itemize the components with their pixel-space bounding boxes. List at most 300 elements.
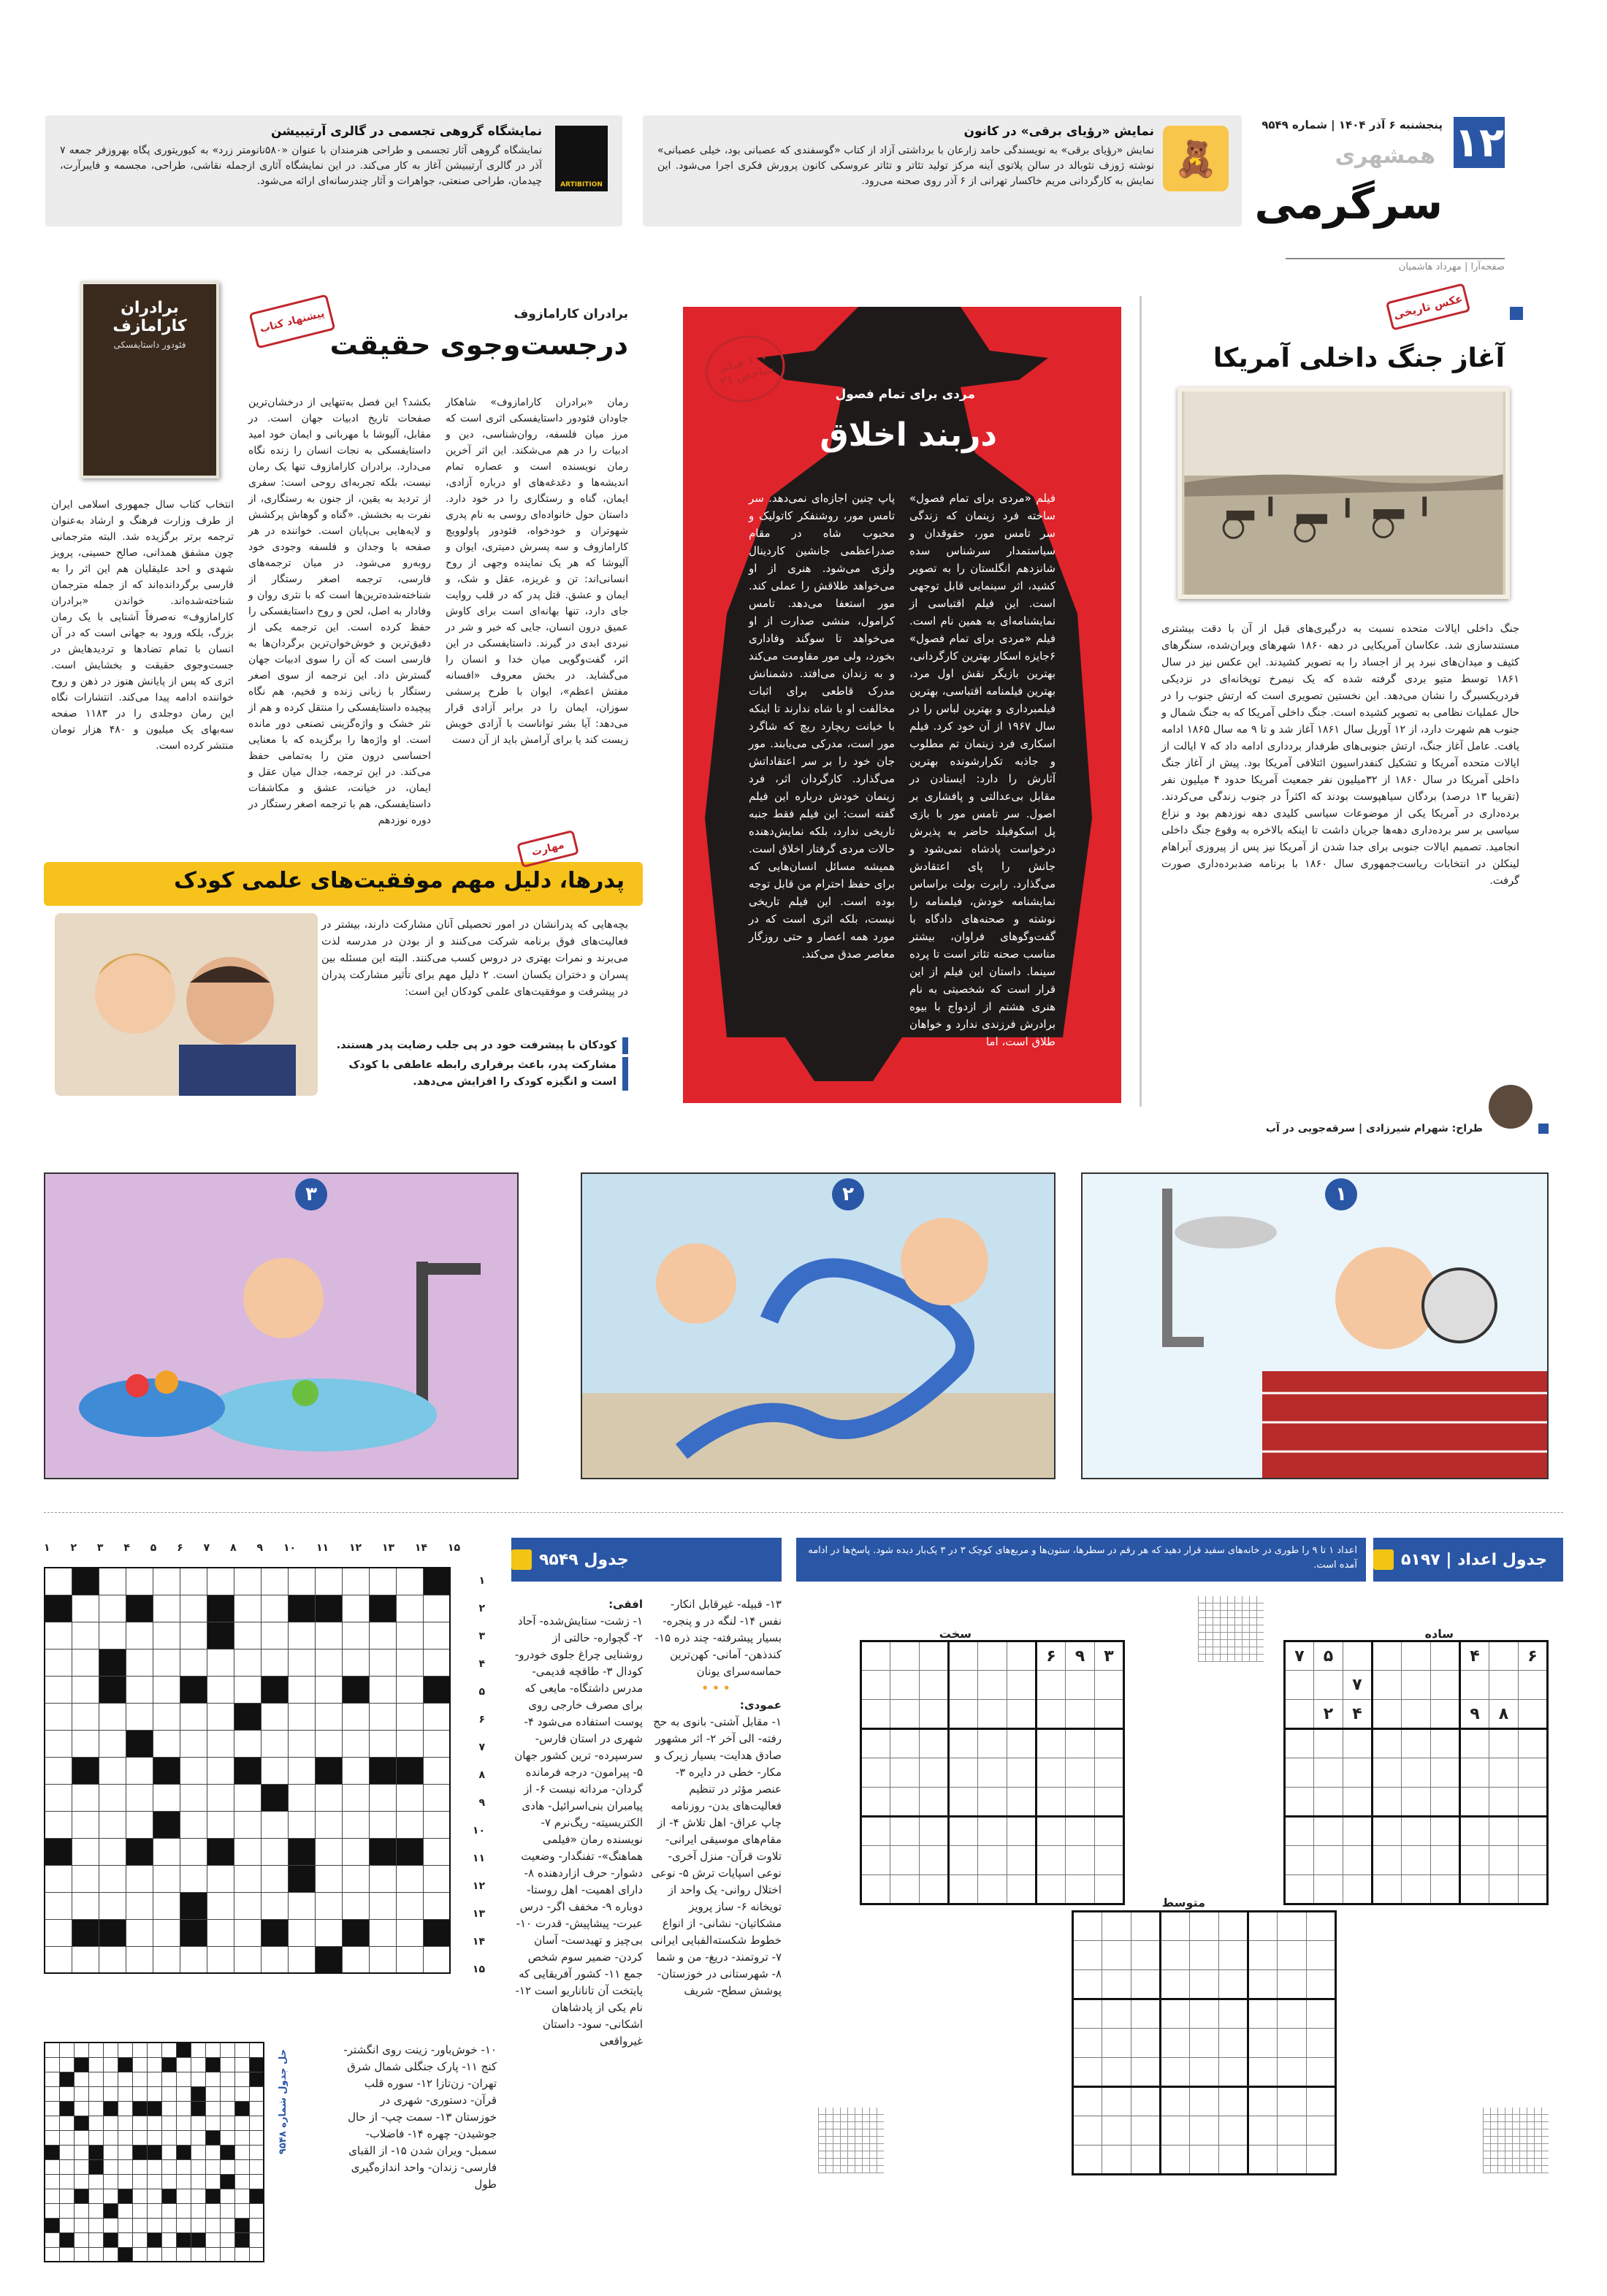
sudoku-cell[interactable] xyxy=(1307,2087,1336,2116)
sudoku-cell[interactable] xyxy=(1307,2058,1336,2087)
crossword-cell[interactable] xyxy=(132,2057,147,2072)
sudoku-cell[interactable] xyxy=(1285,1700,1314,1729)
crossword-cell[interactable] xyxy=(118,2101,132,2116)
sudoku-cell[interactable] xyxy=(920,1875,949,1904)
crossword-cell[interactable] xyxy=(74,2159,88,2174)
crossword-cell[interactable] xyxy=(396,1730,423,1757)
sudoku-cell[interactable] xyxy=(1066,1875,1095,1904)
crossword-cell[interactable] xyxy=(234,1622,261,1649)
crossword-cell[interactable] xyxy=(249,2130,264,2145)
crossword-cell[interactable] xyxy=(191,2159,205,2174)
sudoku-cell[interactable] xyxy=(978,1817,1007,1846)
sudoku-cell[interactable] xyxy=(1307,1912,1336,1941)
sudoku-cell[interactable] xyxy=(1219,2116,1248,2146)
crossword-cell[interactable] xyxy=(234,2057,249,2072)
crossword-cell[interactable] xyxy=(147,2247,161,2262)
crossword-cell[interactable] xyxy=(103,2116,118,2130)
crossword-cell[interactable] xyxy=(132,2174,147,2189)
sudoku-cell[interactable] xyxy=(861,1875,890,1904)
crossword-cell[interactable] xyxy=(176,2130,191,2145)
sudoku-cell[interactable] xyxy=(1519,1729,1548,1758)
crossword-cell[interactable] xyxy=(288,1784,315,1811)
crossword-cell[interactable] xyxy=(176,2101,191,2116)
sudoku-cell[interactable] xyxy=(861,1788,890,1817)
sudoku-cell[interactable] xyxy=(1073,1941,1102,1970)
sudoku-cell[interactable] xyxy=(1219,2058,1248,2087)
sudoku-cell[interactable]: ۷ xyxy=(1285,1641,1314,1671)
crossword-cell[interactable] xyxy=(45,2189,59,2203)
crossword-cell[interactable] xyxy=(315,1838,342,1865)
sudoku-cell[interactable] xyxy=(978,1729,1007,1758)
crossword-cell[interactable] xyxy=(249,2203,264,2218)
crossword-cell[interactable] xyxy=(59,2043,74,2057)
crossword-cell[interactable] xyxy=(45,1622,72,1649)
sudoku-cell[interactable] xyxy=(1285,1846,1314,1875)
crossword-cell[interactable] xyxy=(45,1568,72,1595)
crossword-cell[interactable] xyxy=(205,2086,220,2101)
crossword-cell[interactable] xyxy=(234,2174,249,2189)
crossword-cell[interactable] xyxy=(88,2086,103,2101)
sudoku-cell[interactable] xyxy=(949,1729,978,1758)
crossword-cell[interactable] xyxy=(207,1730,234,1757)
crossword-cell[interactable] xyxy=(288,1757,315,1784)
sudoku-cell[interactable] xyxy=(1314,1671,1343,1700)
crossword-cell[interactable] xyxy=(342,1838,369,1865)
crossword-cell[interactable] xyxy=(180,1595,207,1622)
crossword-cell[interactable] xyxy=(176,2072,191,2086)
crossword-cell[interactable] xyxy=(74,2232,88,2247)
crossword-cell[interactable] xyxy=(234,1568,261,1595)
sudoku-cell[interactable] xyxy=(1402,1846,1431,1875)
sudoku-cell[interactable] xyxy=(1489,1788,1519,1817)
sudoku-cell[interactable] xyxy=(1095,1729,1124,1758)
sudoku-cell[interactable] xyxy=(1161,2146,1190,2175)
crossword-cell[interactable] xyxy=(234,2189,249,2203)
sudoku-cell[interactable] xyxy=(1431,1875,1460,1904)
sudoku-cell[interactable] xyxy=(1489,1817,1519,1846)
crossword-cell[interactable] xyxy=(423,1649,450,1676)
crossword-cell[interactable] xyxy=(88,2057,103,2072)
sudoku-cell[interactable] xyxy=(1131,2058,1161,2087)
crossword-cell[interactable] xyxy=(249,2218,264,2232)
crossword-cell[interactable] xyxy=(207,1784,234,1811)
crossword-cell[interactable] xyxy=(220,2159,234,2174)
crossword-cell[interactable] xyxy=(205,2232,220,2247)
crossword-cell[interactable] xyxy=(288,1811,315,1838)
crossword-cell[interactable] xyxy=(72,1946,99,1973)
sudoku-cell[interactable] xyxy=(1007,1700,1037,1729)
crossword-cell[interactable] xyxy=(74,2130,88,2145)
crossword-cell[interactable] xyxy=(423,1811,450,1838)
sudoku-cell[interactable] xyxy=(1007,1817,1037,1846)
crossword-cell[interactable] xyxy=(207,1649,234,1676)
crossword-cell[interactable] xyxy=(315,1784,342,1811)
crossword-cell[interactable] xyxy=(118,2130,132,2145)
crossword-cell[interactable] xyxy=(191,2130,205,2145)
crossword-cell[interactable] xyxy=(205,2159,220,2174)
sudoku-cell[interactable] xyxy=(1219,1999,1248,2029)
crossword-cell[interactable] xyxy=(220,2232,234,2247)
sudoku-cell[interactable] xyxy=(1307,2116,1336,2146)
sudoku-cell[interactable] xyxy=(1007,1788,1037,1817)
crossword-cell[interactable] xyxy=(126,1919,153,1946)
sudoku-cell[interactable] xyxy=(1402,1788,1431,1817)
sudoku-cell[interactable] xyxy=(1460,1817,1489,1846)
crossword-cell[interactable] xyxy=(342,1568,369,1595)
sudoku-cell[interactable] xyxy=(1161,1941,1190,1970)
crossword-cell[interactable] xyxy=(118,2072,132,2086)
sudoku-cell[interactable] xyxy=(920,1846,949,1875)
crossword-cell[interactable] xyxy=(161,2043,176,2057)
crossword-cell[interactable] xyxy=(369,1676,396,1703)
crossword-cell[interactable] xyxy=(234,2072,249,2086)
sudoku-cell[interactable] xyxy=(1519,1788,1548,1817)
sudoku-cell[interactable] xyxy=(1095,1700,1124,1729)
crossword-cell[interactable] xyxy=(88,2218,103,2232)
sudoku-cell[interactable] xyxy=(1248,1941,1278,1970)
crossword-cell[interactable] xyxy=(153,1703,180,1730)
sudoku-cell[interactable] xyxy=(1460,1846,1489,1875)
sudoku-cell[interactable] xyxy=(1219,1912,1248,1941)
crossword-cell[interactable] xyxy=(126,1946,153,1973)
crossword-cell[interactable] xyxy=(103,2247,118,2262)
crossword-cell[interactable] xyxy=(396,1649,423,1676)
crossword-cell[interactable] xyxy=(423,1865,450,1892)
crossword-cell[interactable] xyxy=(180,1757,207,1784)
sudoku-cell[interactable] xyxy=(1131,2116,1161,2146)
crossword-cell[interactable] xyxy=(153,1784,180,1811)
crossword-cell[interactable] xyxy=(99,1946,126,1973)
sudoku-cell[interactable] xyxy=(1278,2146,1307,2175)
sudoku-cell[interactable] xyxy=(1219,2087,1248,2116)
sudoku-cell[interactable] xyxy=(1278,1941,1307,1970)
crossword-cell[interactable] xyxy=(45,2101,59,2116)
crossword-cell[interactable] xyxy=(234,2145,249,2159)
sudoku-cell[interactable] xyxy=(1102,2058,1131,2087)
sudoku-cell[interactable] xyxy=(949,1817,978,1846)
crossword-cell[interactable] xyxy=(288,1676,315,1703)
sudoku-cell[interactable] xyxy=(1373,1671,1402,1700)
crossword-cell[interactable] xyxy=(59,2159,74,2174)
crossword-cell[interactable] xyxy=(72,1784,99,1811)
sudoku-cell[interactable] xyxy=(1431,1700,1460,1729)
sudoku-cell[interactable] xyxy=(1278,2116,1307,2146)
crossword-cell[interactable] xyxy=(161,2145,176,2159)
sudoku-cell[interactable] xyxy=(1219,2146,1248,2175)
sudoku-cell[interactable] xyxy=(1373,1729,1402,1758)
sudoku-cell[interactable] xyxy=(949,1758,978,1788)
crossword-cell[interactable] xyxy=(132,2043,147,2057)
crossword-cell[interactable] xyxy=(147,2072,161,2086)
sudoku-cell[interactable]: ۶ xyxy=(1519,1641,1548,1671)
crossword-cell[interactable] xyxy=(118,2043,132,2057)
sudoku-cell[interactable] xyxy=(1278,2029,1307,2058)
crossword-cell[interactable] xyxy=(161,2130,176,2145)
sudoku-cell[interactable]: ۶ xyxy=(1037,1641,1066,1671)
sudoku-cell[interactable] xyxy=(1007,1671,1037,1700)
sudoku-cell[interactable] xyxy=(1460,1729,1489,1758)
sudoku-cell[interactable] xyxy=(949,1700,978,1729)
sudoku-cell[interactable] xyxy=(949,1875,978,1904)
sudoku-cell[interactable] xyxy=(1519,1700,1548,1729)
crossword-cell[interactable] xyxy=(261,1622,288,1649)
crossword-cell[interactable] xyxy=(180,1568,207,1595)
sudoku-cell[interactable] xyxy=(1431,1758,1460,1788)
crossword-cell[interactable] xyxy=(315,1622,342,1649)
crossword-cell[interactable] xyxy=(103,2086,118,2101)
crossword-cell[interactable] xyxy=(261,1946,288,1973)
crossword-cell[interactable] xyxy=(342,1730,369,1757)
crossword-cell[interactable] xyxy=(103,2189,118,2203)
sudoku-cell[interactable] xyxy=(1278,2058,1307,2087)
crossword-cell[interactable] xyxy=(234,2203,249,2218)
crossword-cell[interactable] xyxy=(423,1946,450,1973)
crossword-cell[interactable] xyxy=(161,2247,176,2262)
crossword-cell[interactable] xyxy=(342,1595,369,1622)
crossword-cell[interactable] xyxy=(288,1622,315,1649)
crossword-cell[interactable] xyxy=(220,2072,234,2086)
crossword-cell[interactable] xyxy=(220,2057,234,2072)
crossword-cell[interactable] xyxy=(234,1892,261,1919)
crossword-cell[interactable] xyxy=(59,2247,74,2262)
crossword-cell[interactable] xyxy=(126,1865,153,1892)
sudoku-cell[interactable] xyxy=(1219,1970,1248,1999)
crossword-cell[interactable] xyxy=(72,1892,99,1919)
crossword-cell[interactable] xyxy=(180,1703,207,1730)
crossword-cell[interactable] xyxy=(153,1649,180,1676)
sudoku-cell[interactable] xyxy=(1131,1970,1161,1999)
sudoku-cell[interactable] xyxy=(1102,2029,1131,2058)
crossword-cell[interactable] xyxy=(74,2145,88,2159)
crossword-cell[interactable] xyxy=(342,1757,369,1784)
crossword-cell[interactable] xyxy=(118,2145,132,2159)
crossword-cell[interactable] xyxy=(191,2189,205,2203)
crossword-cell[interactable] xyxy=(234,2247,249,2262)
crossword-cell[interactable] xyxy=(261,1811,288,1838)
sudoku-cell[interactable] xyxy=(1431,1641,1460,1671)
sudoku-cell[interactable] xyxy=(1007,1846,1037,1875)
sudoku-cell[interactable] xyxy=(949,1641,978,1671)
crossword-cell[interactable] xyxy=(249,2174,264,2189)
crossword-cell[interactable] xyxy=(147,2174,161,2189)
sudoku-cell[interactable] xyxy=(1095,1671,1124,1700)
sudoku-cell[interactable] xyxy=(1007,1875,1037,1904)
crossword-cell[interactable] xyxy=(161,2116,176,2130)
crossword-cell[interactable] xyxy=(99,1568,126,1595)
crossword-cell[interactable] xyxy=(147,2057,161,2072)
crossword-cell[interactable] xyxy=(126,1568,153,1595)
crossword-cell[interactable] xyxy=(153,1865,180,1892)
crossword-cell[interactable] xyxy=(369,1703,396,1730)
crossword-cell[interactable] xyxy=(234,2086,249,2101)
crossword-cell[interactable] xyxy=(249,2145,264,2159)
sudoku-cell[interactable] xyxy=(1460,1875,1489,1904)
crossword-cell[interactable] xyxy=(207,1919,234,1946)
crossword-cell[interactable] xyxy=(132,2218,147,2232)
crossword-cell[interactable] xyxy=(99,1595,126,1622)
sudoku-cell[interactable] xyxy=(1066,1671,1095,1700)
crossword-cell[interactable] xyxy=(45,2247,59,2262)
crossword-cell[interactable] xyxy=(132,2203,147,2218)
crossword-cell[interactable] xyxy=(342,1622,369,1649)
crossword-cell[interactable] xyxy=(220,2189,234,2203)
sudoku-cell[interactable] xyxy=(861,1729,890,1758)
sudoku-cell[interactable] xyxy=(890,1758,920,1788)
sudoku-cell[interactable] xyxy=(1307,1941,1336,1970)
sudoku-cell[interactable] xyxy=(1190,2146,1219,2175)
crossword-cell[interactable] xyxy=(180,1946,207,1973)
sudoku-cell[interactable] xyxy=(1037,1846,1066,1875)
sudoku-cell[interactable] xyxy=(1248,2087,1278,2116)
crossword-cell[interactable] xyxy=(176,2174,191,2189)
crossword-cell[interactable] xyxy=(103,2072,118,2086)
sudoku-cell[interactable] xyxy=(978,1671,1007,1700)
crossword-cell[interactable] xyxy=(191,2116,205,2130)
sudoku-cell[interactable] xyxy=(890,1700,920,1729)
sudoku-cell[interactable] xyxy=(1373,1875,1402,1904)
sudoku-cell[interactable] xyxy=(1285,1788,1314,1817)
sudoku-cell[interactable] xyxy=(1460,1671,1489,1700)
sudoku-cell[interactable] xyxy=(1307,2146,1336,2175)
sudoku-cell[interactable] xyxy=(1489,1846,1519,1875)
sudoku-cell[interactable] xyxy=(1037,1729,1066,1758)
crossword-cell[interactable] xyxy=(191,2247,205,2262)
crossword-cell[interactable] xyxy=(180,1865,207,1892)
crossword-cell[interactable] xyxy=(99,1811,126,1838)
sudoku-cell[interactable] xyxy=(978,1700,1007,1729)
crossword-cell[interactable] xyxy=(132,2159,147,2174)
sudoku-cell[interactable] xyxy=(920,1671,949,1700)
sudoku-cell[interactable] xyxy=(1248,2029,1278,2058)
sudoku-cell[interactable] xyxy=(1102,1941,1131,1970)
sudoku-cell[interactable] xyxy=(1343,1788,1373,1817)
sudoku-cell[interactable] xyxy=(1402,1875,1431,1904)
crossword-cell[interactable] xyxy=(234,1811,261,1838)
sudoku-cell[interactable] xyxy=(1190,1912,1219,1941)
crossword-cell[interactable] xyxy=(342,1784,369,1811)
crossword-cell[interactable] xyxy=(88,2101,103,2116)
crossword-cell[interactable] xyxy=(72,1811,99,1838)
crossword-cell[interactable] xyxy=(249,2043,264,2057)
crossword-cell[interactable] xyxy=(147,2203,161,2218)
crossword-cell[interactable] xyxy=(288,1946,315,1973)
crossword-cell[interactable] xyxy=(205,2247,220,2262)
sudoku-cell[interactable] xyxy=(1489,1875,1519,1904)
crossword-cell[interactable] xyxy=(234,2159,249,2174)
sudoku-cell[interactable] xyxy=(978,1846,1007,1875)
crossword-cell[interactable] xyxy=(315,1703,342,1730)
crossword-cell[interactable] xyxy=(423,1838,450,1865)
sudoku-cell[interactable] xyxy=(1343,1846,1373,1875)
crossword-cell[interactable] xyxy=(99,1622,126,1649)
crossword-cell[interactable] xyxy=(153,1595,180,1622)
crossword-cell[interactable] xyxy=(126,1757,153,1784)
crossword-cell[interactable] xyxy=(315,1919,342,1946)
sudoku-cell[interactable] xyxy=(861,1671,890,1700)
sudoku-cell[interactable] xyxy=(1519,1846,1548,1875)
sudoku-cell[interactable] xyxy=(1095,1817,1124,1846)
crossword-cell[interactable] xyxy=(180,1622,207,1649)
sudoku-cell[interactable] xyxy=(1343,1729,1373,1758)
crossword-cell[interactable] xyxy=(132,2247,147,2262)
crossword-cell[interactable] xyxy=(45,1730,72,1757)
crossword-cell[interactable] xyxy=(180,1784,207,1811)
sudoku-cell[interactable]: ۷ xyxy=(1343,1671,1373,1700)
sudoku-cell[interactable] xyxy=(1285,1758,1314,1788)
sudoku-cell[interactable] xyxy=(1037,1875,1066,1904)
sudoku-cell[interactable] xyxy=(1402,1817,1431,1846)
sudoku-cell[interactable]: ۵ xyxy=(1314,1641,1343,1671)
crossword-cell[interactable] xyxy=(396,1892,423,1919)
crossword-cell[interactable] xyxy=(207,1946,234,1973)
crossword-cell[interactable] xyxy=(261,1649,288,1676)
crossword-cell[interactable] xyxy=(220,2043,234,2057)
sudoku-cell[interactable] xyxy=(1037,1788,1066,1817)
sudoku-cell[interactable] xyxy=(1402,1729,1431,1758)
sudoku-cell[interactable]: ۲ xyxy=(1314,1700,1343,1729)
sudoku-cell[interactable] xyxy=(1073,2029,1102,2058)
crossword-cell[interactable] xyxy=(261,1838,288,1865)
crossword-cell[interactable] xyxy=(288,1730,315,1757)
sudoku-cell[interactable] xyxy=(978,1641,1007,1671)
crossword-cell[interactable] xyxy=(118,2203,132,2218)
sudoku-cell[interactable] xyxy=(1314,1729,1343,1758)
crossword-cell[interactable] xyxy=(153,1892,180,1919)
sudoku-cell[interactable] xyxy=(1190,1999,1219,2029)
crossword-cell[interactable] xyxy=(132,2130,147,2145)
crossword-cell[interactable] xyxy=(74,2101,88,2116)
sudoku-cell[interactable] xyxy=(1095,1758,1124,1788)
crossword-cell[interactable] xyxy=(88,2174,103,2189)
crossword-cell[interactable] xyxy=(205,2174,220,2189)
sudoku-cell[interactable] xyxy=(1343,1875,1373,1904)
crossword-cell[interactable] xyxy=(132,2189,147,2203)
crossword-cell[interactable] xyxy=(369,1811,396,1838)
sudoku-cell[interactable] xyxy=(978,1758,1007,1788)
crossword-cell[interactable] xyxy=(59,2174,74,2189)
sudoku-cell[interactable] xyxy=(1190,2087,1219,2116)
sudoku-cell[interactable] xyxy=(1073,1970,1102,1999)
crossword-cell[interactable] xyxy=(176,2159,191,2174)
crossword-cell[interactable] xyxy=(191,2218,205,2232)
sudoku-cell[interactable] xyxy=(861,1758,890,1788)
crossword-cell[interactable] xyxy=(369,1784,396,1811)
crossword-cell[interactable] xyxy=(88,2116,103,2130)
sudoku-cell[interactable] xyxy=(861,1846,890,1875)
crossword-cell[interactable] xyxy=(147,2086,161,2101)
crossword-cell[interactable] xyxy=(234,1784,261,1811)
sudoku-cell[interactable] xyxy=(1519,1817,1548,1846)
crossword-cell[interactable] xyxy=(132,2072,147,2086)
crossword-cell[interactable] xyxy=(59,2086,74,2101)
sudoku-cell[interactable] xyxy=(1161,1999,1190,2029)
crossword-cell[interactable] xyxy=(45,1946,72,1973)
crossword-cell[interactable] xyxy=(205,2101,220,2116)
crossword-cell[interactable] xyxy=(423,1892,450,1919)
crossword-cell[interactable] xyxy=(249,2116,264,2130)
crossword-cell[interactable] xyxy=(234,1865,261,1892)
crossword-cell[interactable] xyxy=(45,1811,72,1838)
crossword-cell[interactable] xyxy=(161,2159,176,2174)
crossword-cell[interactable] xyxy=(261,1568,288,1595)
sudoku-cell[interactable] xyxy=(1519,1758,1548,1788)
crossword-cell[interactable] xyxy=(180,1838,207,1865)
crossword-cell[interactable] xyxy=(207,1703,234,1730)
crossword-cell[interactable] xyxy=(315,1730,342,1757)
crossword-cell[interactable] xyxy=(234,1946,261,1973)
sudoku-cell[interactable] xyxy=(978,1875,1007,1904)
crossword-cell[interactable] xyxy=(147,2130,161,2145)
